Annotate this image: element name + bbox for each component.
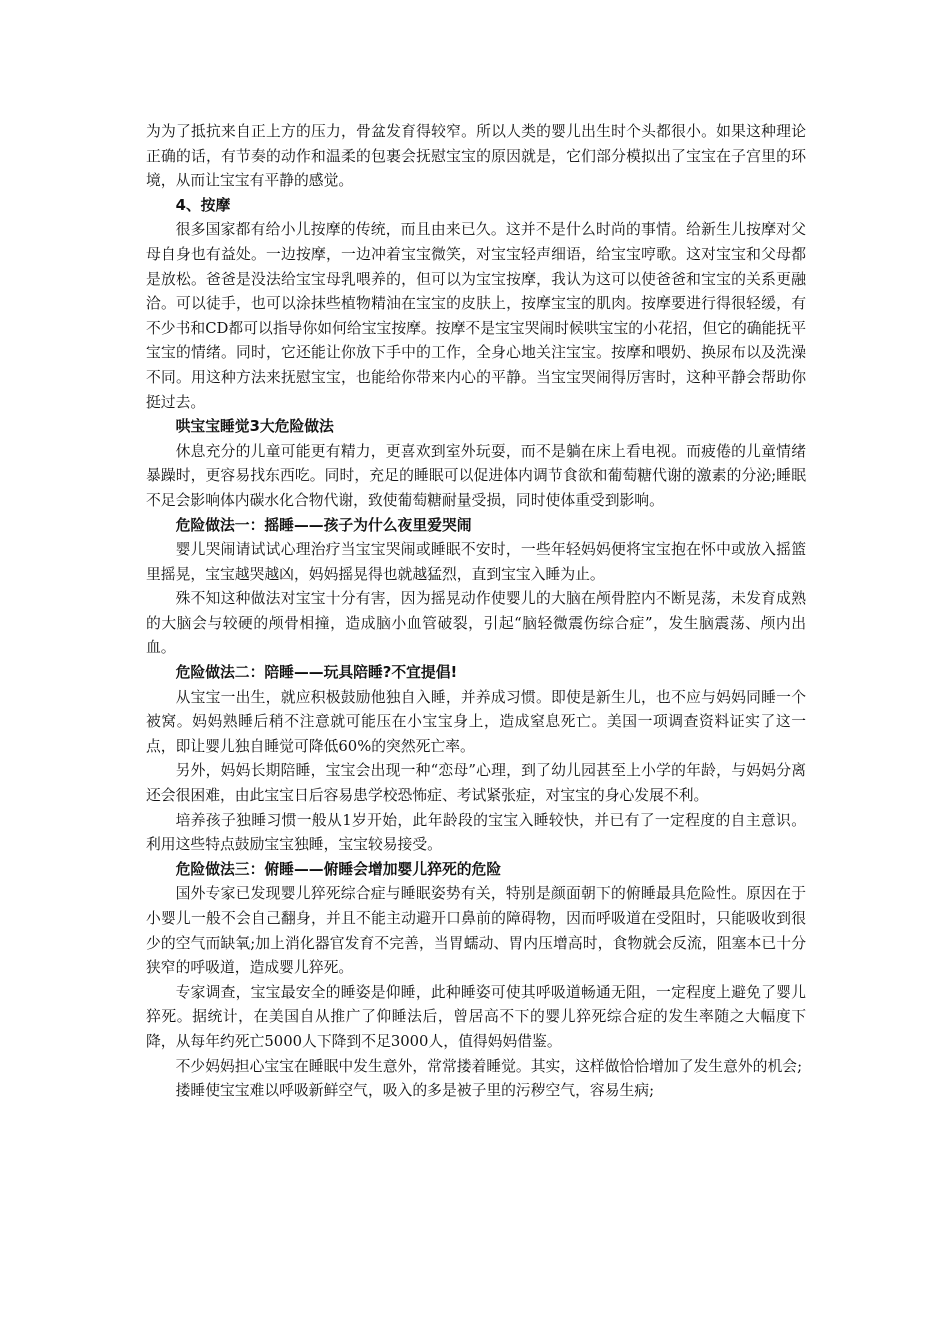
paragraph-prone-3: 不少妈妈担心宝宝在睡眠中发生意外，常常搂着睡觉。其实，这样做恰恰增加了发生意外的机会; — [175, 1057, 803, 1075]
heading-danger-prone: 危险做法三：俯睡——俯睡会增加婴儿猝死的危险 — [175, 860, 502, 878]
heading-three-dangers: 哄宝宝睡觉3大危险做法 — [175, 418, 334, 436]
paragraph-cosleeping-2: 另外，妈妈长期陪睡，宝宝会出现一种“恋母”心理，到了幼儿园甚至上小学的年龄，与妈妈分离还会很困难，由此宝宝日后容易患学校恐怖症、考试紧张症，对宝宝的身心发展不利。 — [146, 762, 806, 805]
paragraph-prone-1: 国外专家已发现婴儿猝死综合症与睡眠姿势有关，特别是颜面朝下的俯睡最具危险性。原因在于小婴儿一般不会自己翻身，并且不能主动避开口鼻前的障碍物，因而呼吸道在受阻时，只能吸收到很少的空气而缺氧;加上消化器官发育不完善，当胃蠕动、胃内压增高时，食物就会反流，阻塞本已十分狭窄的呼吸道，造成婴儿猝死。 — [146, 885, 806, 977]
paragraph-rocking-2: 殊不知这种做法对宝宝十分有害，因为摇晃动作使婴儿的大脑在颅骨腔内不断晃荡，未发育成熟的大脑会与较硬的颅骨相撞，造成脑小血管破裂，引起“脑轻微震伤综合症”，发生脑震荡、颅内出血。 — [146, 590, 806, 657]
paragraph-pelvis-theory: 为为了抵抗来自正上方的压力，骨盆发育得较窄。所以人类的婴儿出生时个头都很小。如果这种理论正确的话，有节奏的动作和温柔的包裹会抚慰宝宝的原因就是，它们部分模拟出了宝宝在子宫里的环境，从而让宝宝有平静的感觉。 — [146, 123, 806, 190]
paragraph-sleep-benefits: 休息充分的儿童可能更有精力，更喜欢到室外玩耍，而不是躺在床上看电视。而疲倦的儿童情绪暴躁时，更容易找东西吃。同时，充足的睡眠可以促进体内调节食欲和葡萄糖代谢的激素的分泌;睡眠不足会影响体内碳水化合物代谢，致使葡萄糖耐量受损，同时使体重受到影响。 — [146, 442, 806, 509]
paragraph-massage: 很多国家都有给小儿按摩的传统，而且由来已久。这并不是什么时尚的事情。给新生儿按摩对父母自身也有益处。一边按摩，一边冲着宝宝微笑，对宝宝轻声细语，给宝宝哼歌。这对宝宝和父母都是放松。爸爸是没法给宝宝母乳喂养的，但可以为宝宝按摩，我认为这可以使爸爸和宝宝的关系更融洽。可以徒手，也可以涂抹些植物精油在宝宝的皮肤上，按摩宝宝的肌肉。按摩要进行得很轻缓，有不少书和CD都可以指导你如何给宝宝按摩。按摩不是宝宝哭闹时候哄宝宝的小花招，但它的确能抚平宝宝的情绪。同时，它还能让你放下手中的工作，全身心地关注宝宝。按摩和喂奶、换尿布以及洗澡不同。用这种方法来抚慰宝宝，也能给你带来内心的平静。当宝宝哭闹得厉害时，这种平静会帮助你挺过去。 — [146, 221, 806, 411]
paragraph-prone-4: 搂睡使宝宝难以呼吸新鲜空气，吸入的多是被子里的污秽空气，容易生病; — [175, 1082, 655, 1100]
paragraph-prone-2: 专家调查，宝宝最安全的睡姿是仰睡，此种睡姿可使其呼吸道畅通无阻，一定程度上避免了婴儿猝死。据统计，在美国自从推广了仰睡法后，曾居高不下的婴儿猝死综合症的发生率随之大幅度下降，从每年约死亡5000人下降到不足3000人，值得妈妈借鉴。 — [146, 983, 806, 1050]
paragraph-cosleeping-3: 培养孩子独睡习惯一般从1岁开始，此年龄段的宝宝入睡较快，并已有了一定程度的自主意识。利用这些特点鼓励宝宝独睡，宝宝较易接受。 — [146, 811, 806, 854]
paragraph-cosleeping-1: 从宝宝一出生，就应积极鼓励他独自入睡，并养成习惯。即使是新生儿，也不应与妈妈同睡一个被窝。妈妈熟睡后稍不注意就可能压在小宝宝身上，造成窒息死亡。美国一项调查资料证实了这一点，即让婴儿独自睡觉可降低60%的突然死亡率。 — [146, 688, 806, 755]
heading-danger-rocking: 危险做法一：摇睡——孩子为什么夜里爱哭闹 — [175, 516, 472, 534]
heading-massage: 4、按摩 — [175, 196, 231, 214]
document-page — [146, 120, 806, 1104]
paragraph-rocking-1: 婴儿哭闹请试试心理治疗当宝宝哭闹或睡眠不安时，一些年轻妈妈便将宝宝抱在怀中或放入摇篮里摇晃，宝宝越哭越凶，妈妈摇晃得也就越猛烈，直到宝宝入睡为止。 — [146, 541, 806, 583]
heading-danger-cosleeping: 危险做法二：陪睡——玩具陪睡?不宜提倡! — [175, 664, 458, 682]
